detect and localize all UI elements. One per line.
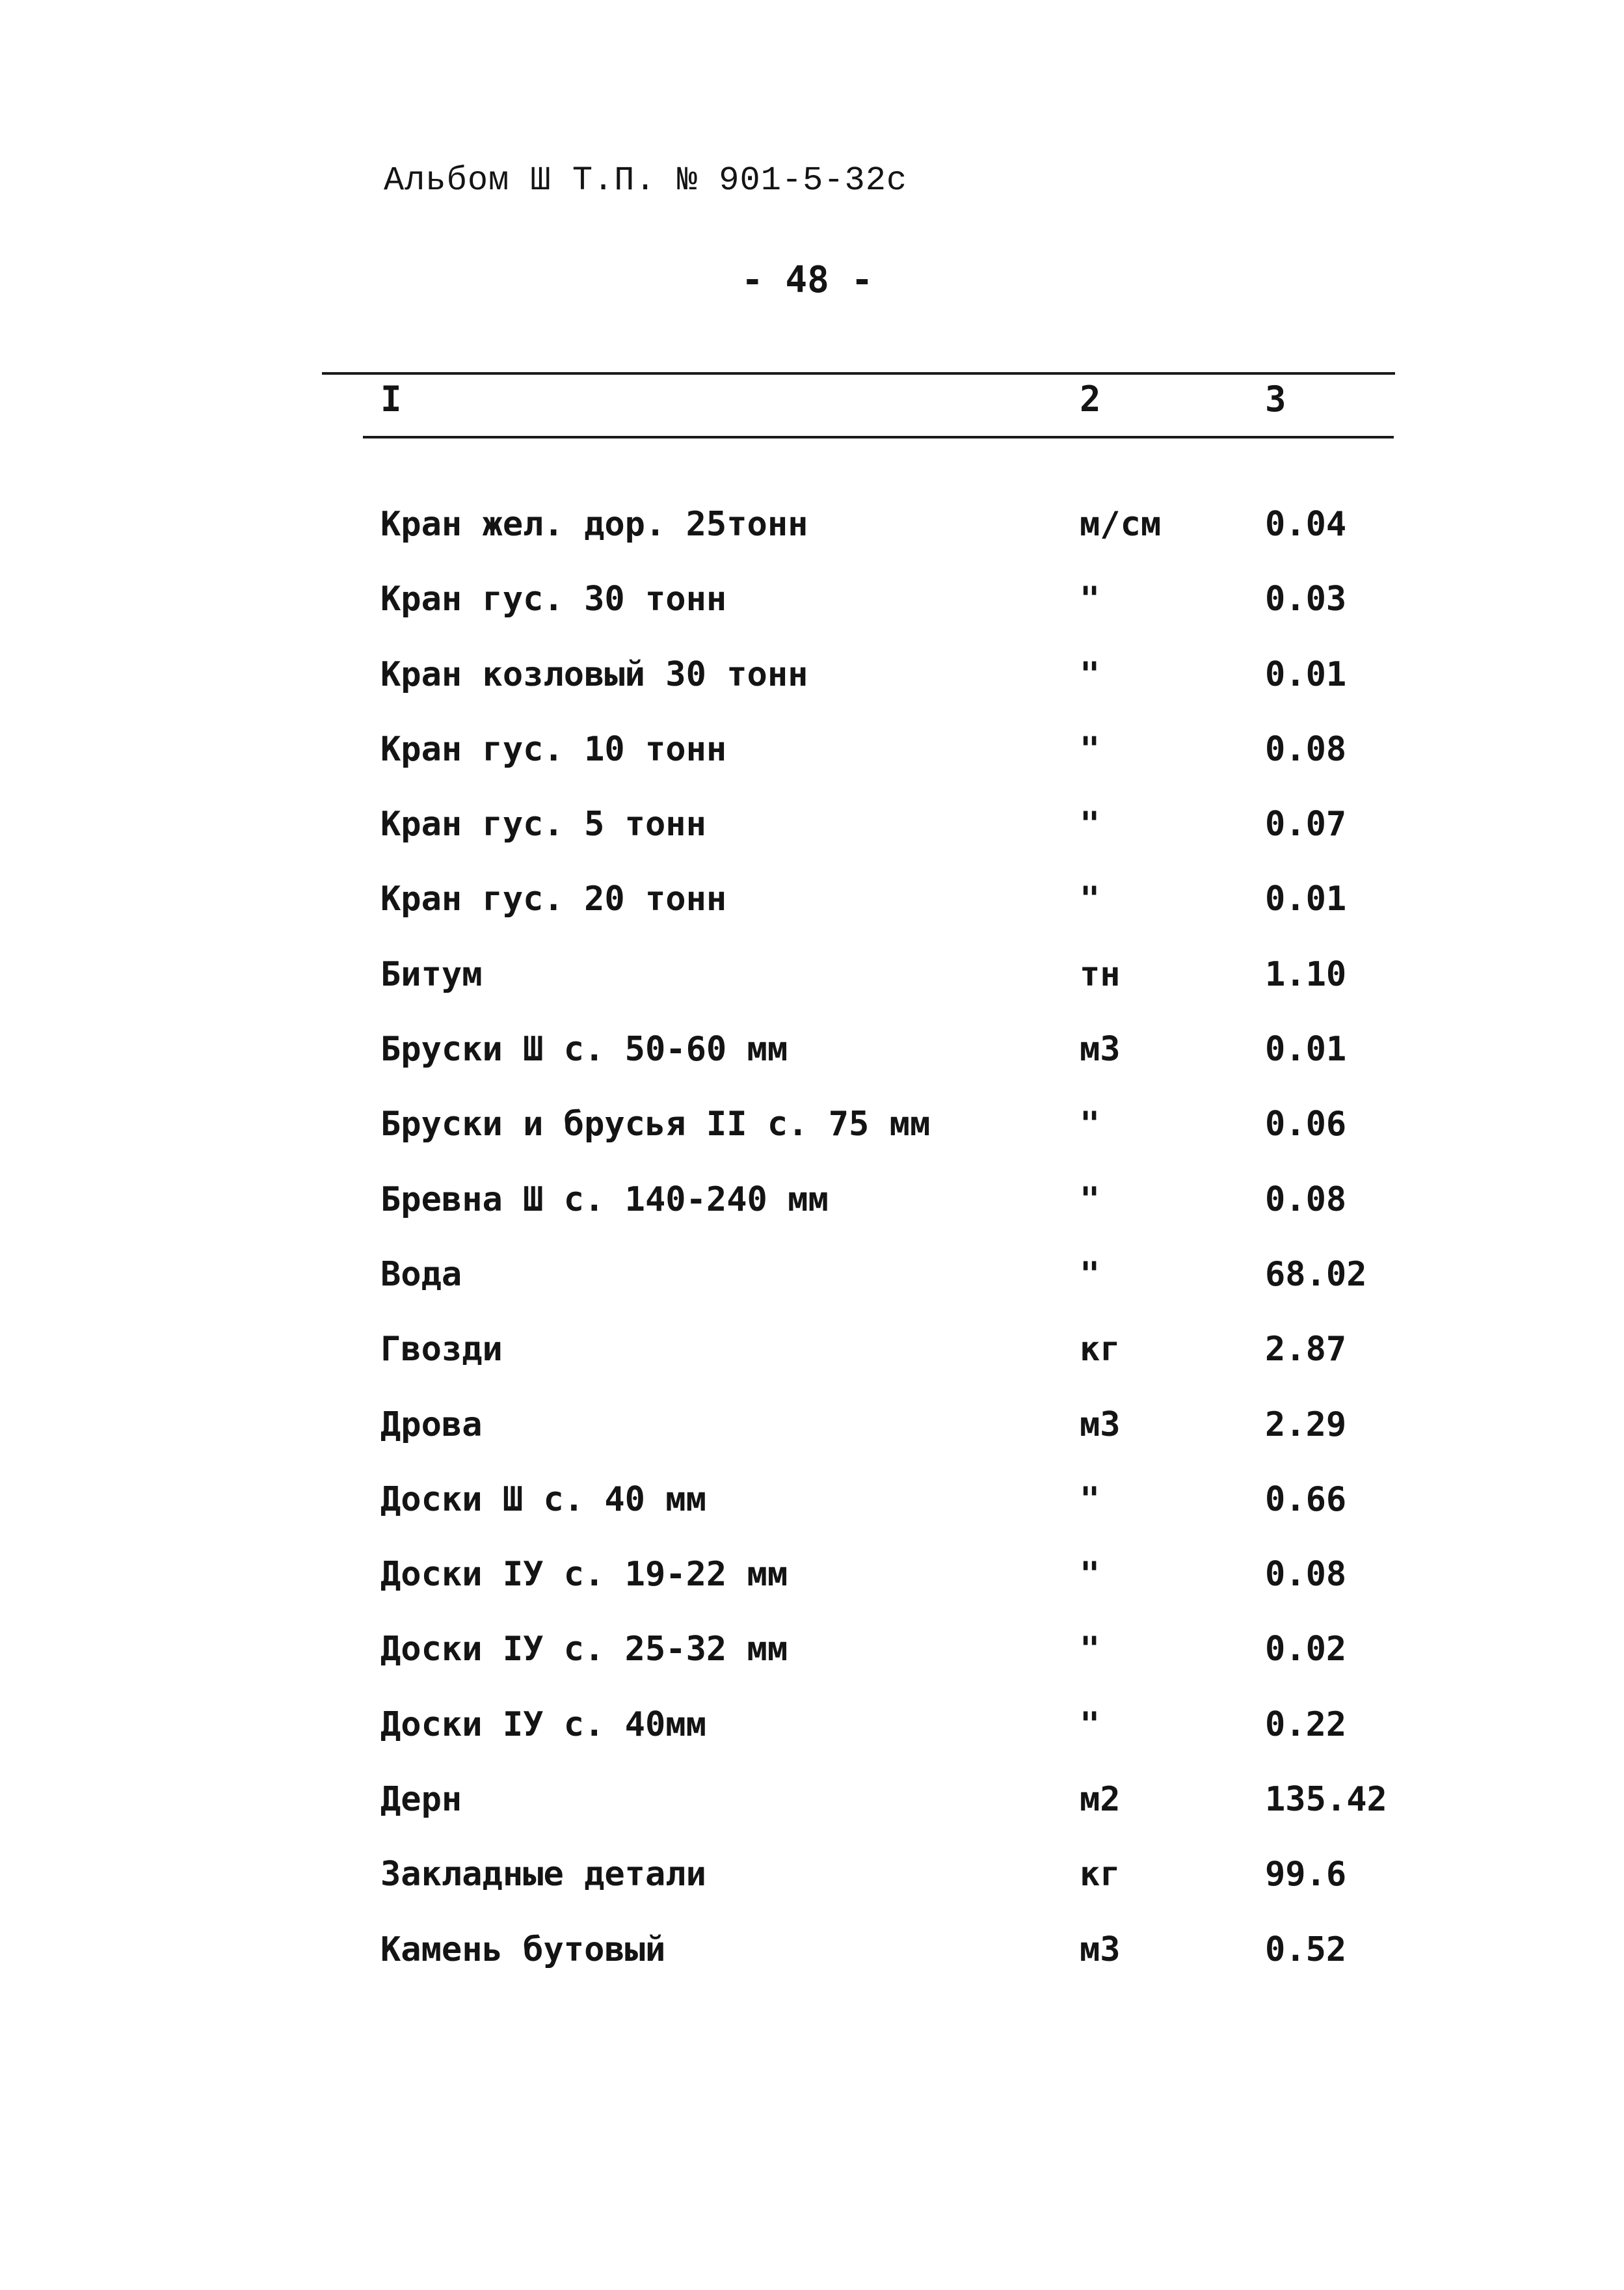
material-unit: " [1080,1179,1100,1219]
table-row [0,1101,1624,1176]
material-quantity: 99.6 [1265,1855,1347,1894]
material-name: Дерн [380,1780,462,1820]
material-name: Кран жел. дор. 25тонн [380,505,808,544]
material-name: Вода [380,1254,462,1294]
material-quantity: 0.01 [1265,654,1347,694]
material-name: Кран козловый 30 тонн [380,654,808,694]
table-row [0,801,1624,876]
material-quantity: 2.87 [1265,1330,1347,1369]
table-row [0,951,1624,1026]
table-row [0,1776,1624,1851]
material-name: Кран гус. 10 тонн [380,729,727,769]
materials-table [0,501,1624,2001]
material-unit: " [1080,729,1100,769]
material-name: Закладные детали [380,1855,706,1894]
document-header: Альбом Ш Т.П. № 901-5-32с [384,161,908,200]
material-name: Гвозди [380,1330,503,1369]
table-row [0,1926,1624,2001]
material-unit: м3 [1080,1030,1121,1070]
material-name: Бруски Ш с. 50-60 мм [380,1030,788,1070]
material-quantity: 0.04 [1265,505,1347,544]
material-unit: " [1080,654,1100,694]
table-row [0,1176,1624,1251]
material-unit: " [1080,1254,1100,1294]
material-quantity: 0.08 [1265,1555,1347,1595]
table-row [0,876,1624,950]
material-name: Камень бутовый [380,1930,666,1969]
material-quantity: 0.02 [1265,1630,1347,1669]
material-name: Битум [380,954,483,994]
material-name: Кран гус. 20 тонн [380,880,727,919]
table-row [0,501,1624,576]
table-row [0,1251,1624,1326]
material-name: Доски Ш с. 40 мм [380,1479,706,1519]
material-quantity: 0.08 [1265,729,1347,769]
table-row [0,1701,1624,1776]
material-quantity: 0.07 [1265,805,1347,844]
material-quantity: 0.22 [1265,1704,1347,1744]
material-quantity: 68.02 [1265,1254,1367,1294]
material-unit: м2 [1080,1780,1121,1820]
material-unit: тн [1080,954,1121,994]
material-name: Бревна Ш с. 140-240 мм [380,1179,829,1219]
material-unit: " [1080,1630,1100,1669]
material-unit: " [1080,880,1100,919]
material-name: Дрова [380,1405,483,1444]
table-row [0,576,1624,651]
material-unit: кг [1080,1330,1121,1369]
material-quantity: 0.03 [1265,580,1347,619]
material-unit: " [1080,1479,1100,1519]
material-unit: м3 [1080,1930,1121,1969]
material-name: Доски IУ с. 40мм [380,1704,706,1744]
page-number: - 48 - [741,259,873,301]
material-quantity: 0.08 [1265,1179,1347,1219]
table-row [0,1626,1624,1701]
material-unit: " [1080,1105,1100,1144]
material-quantity: 0.01 [1265,1030,1347,1070]
table-row [0,1326,1624,1401]
table-row [0,1851,1624,1926]
material-unit: м/см [1080,505,1162,544]
material-quantity: 2.29 [1265,1405,1347,1444]
table-rule-top [322,372,1395,375]
column-header-1: I [380,379,402,420]
material-name: Кран гус. 30 тонн [380,580,727,619]
material-unit: м3 [1080,1405,1121,1444]
material-name: Доски IУ с. 19-22 мм [380,1555,788,1595]
material-name: Доски IУ с. 25-32 мм [380,1630,788,1669]
column-header-2: 2 [1080,379,1101,420]
material-unit: " [1080,1704,1100,1744]
material-unit: " [1080,580,1100,619]
column-header-3: 3 [1265,379,1286,420]
table-row [0,1401,1624,1476]
material-unit: кг [1080,1855,1121,1894]
material-quantity: 0.66 [1265,1479,1347,1519]
material-unit: " [1080,805,1100,844]
material-quantity: 0.06 [1265,1105,1347,1144]
material-quantity: 0.52 [1265,1930,1347,1969]
material-quantity: 135.42 [1265,1780,1387,1820]
table-row [0,1551,1624,1626]
material-quantity: 0.01 [1265,880,1347,919]
table-row [0,726,1624,801]
table-rule-bottom [363,436,1394,438]
material-name: Бруски и брусья II с. 75 мм [380,1105,931,1144]
material-quantity: 1.10 [1265,954,1347,994]
table-row [0,1026,1624,1101]
material-unit: " [1080,1555,1100,1595]
material-name: Кран гус. 5 тонн [380,805,706,844]
table-row [0,1476,1624,1551]
table-row [0,651,1624,726]
